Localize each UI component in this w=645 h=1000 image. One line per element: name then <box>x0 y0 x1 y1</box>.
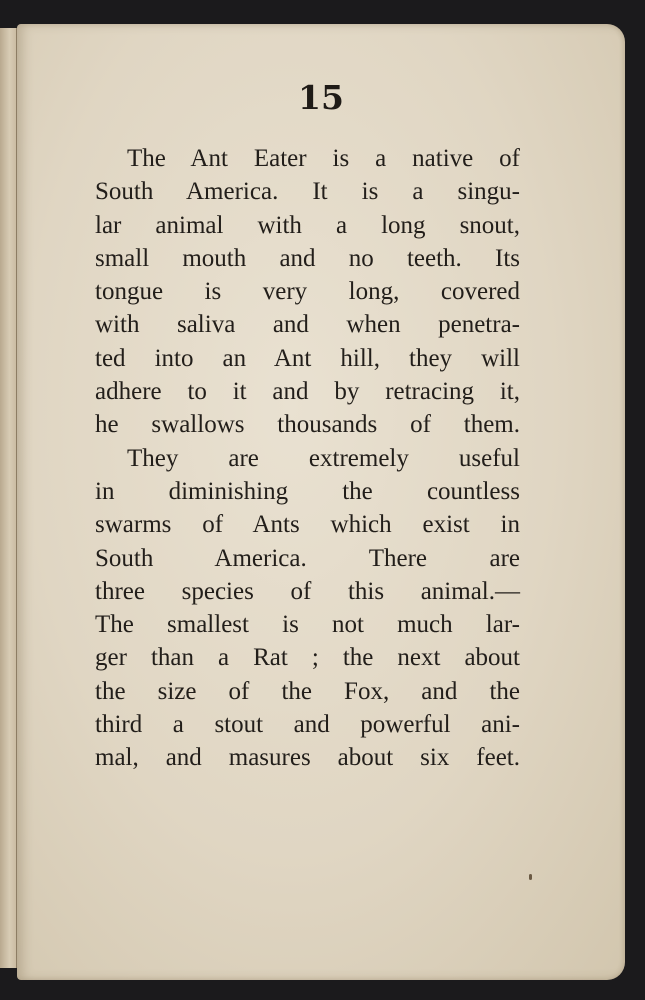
text-line: South America. It is a singu- <box>95 178 520 206</box>
book-page <box>17 24 625 980</box>
text-line: ted into an Ant hill, they will <box>95 344 520 372</box>
text-line: with saliva and when penetra- <box>95 311 520 339</box>
text-line: They are extremely useful <box>127 444 520 472</box>
text-line: swarms of Ants which exist in <box>95 511 520 539</box>
body-text <box>95 142 520 775</box>
left-page-edge <box>0 28 18 968</box>
text-line: third a stout and powerful ani- <box>95 711 520 739</box>
text-line: South America. There are <box>95 544 520 572</box>
text-line: small mouth and no teeth. Its <box>95 244 520 272</box>
text-line: adhere to it and by retracing it, <box>95 378 520 406</box>
text-line: the size of the Fox, and the <box>95 677 520 705</box>
paper-speck <box>529 874 532 880</box>
paragraph-2 <box>95 442 520 775</box>
text-line: ger than a Rat ; the next about <box>95 644 520 672</box>
text-line: mal, and masures about six feet. <box>95 744 520 772</box>
text-line: The smallest is not much lar- <box>95 611 520 639</box>
text-line: tongue is very long, covered <box>95 278 520 306</box>
text-line: The Ant Eater is a native of <box>127 145 520 172</box>
page-number: 15 <box>298 78 344 117</box>
text-line: lar animal with a long snout, <box>95 211 520 239</box>
text-line: in diminishing the countless <box>95 477 520 505</box>
text-line: he swallows thousands of them. <box>95 411 520 439</box>
paragraph-1 <box>95 142 520 442</box>
text-line: three species of this animal.— <box>95 577 520 605</box>
